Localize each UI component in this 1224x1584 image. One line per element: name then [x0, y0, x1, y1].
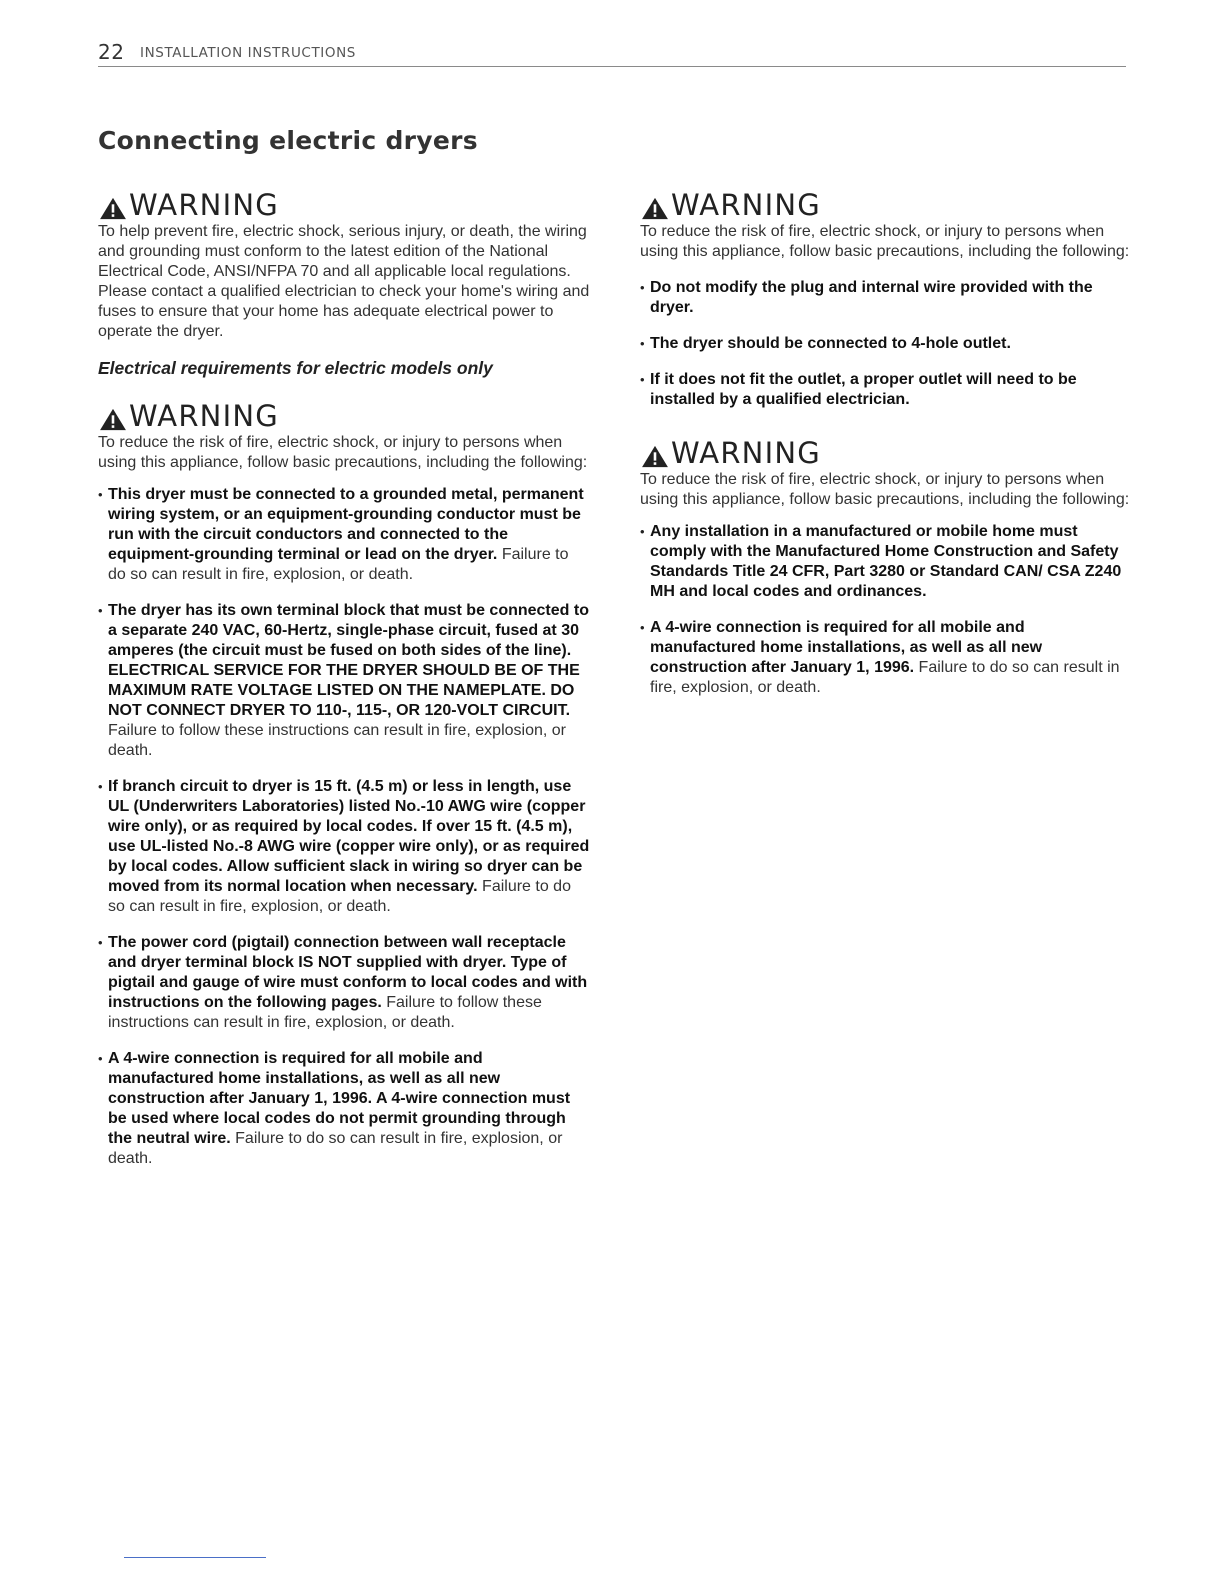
right-bullet-list-2	[640, 522, 1130, 698]
right-column	[640, 186, 1130, 698]
bullet-bold-text: Any installation in a manufactured or mobile home must comply with the Manufactured Home Construction and Safety Standards Title 24 CFR, Part 3280 or Standard CAN/ CSA Z240 MH and local codes and ordinances.	[650, 523, 1122, 600]
bullet-plain-text: Failure to follow these instructions can result in fire, explosion, or death.	[108, 722, 566, 759]
bullet-plain-text: Failure to do so can result in fire, explosion, or death.	[650, 659, 1120, 696]
list-item	[98, 485, 590, 585]
bullet-bold-text: If branch circuit to dryer is 15 ft. (4.5 m) or less in length, use UL (Underwriters Laboratories) listed No.-10 AWG wire (copper wire only), or as required by local codes. If over 15 ft. (4.5 m), use UL-listed No.-8 AWG wire (copper wire only), or as required by local codes. Allow sufficient slack in wiring so dryer can be moved from its normal location when necessary.	[108, 778, 590, 895]
bullet-bold-text: The dryer has its own terminal block that must be connected to a separate 240 VAC, 60-Hertz, single-phase circuit, fused at 30 amperes (the circuit must be fused on both sides of the line). ELECTRICAL SERVICE FOR THE DRYER SHOULD BE OF THE MAXIMUM RATE VOLTAGE LISTED ON THE NAMEPLATE. DO NOT CONNECT DRYER TO 110-, 115-, OR 120-VOLT CIRCUIT.	[108, 602, 589, 719]
warning-text: To reduce the risk of fire, electric shock, or injury to persons when using this appliance, follow basic precautions, including the following:	[640, 223, 1130, 260]
bullet-bold-text: The dryer should be connected to 4-hole outlet.	[650, 335, 1011, 352]
list-item	[640, 370, 1130, 410]
page-number: 22	[98, 40, 125, 64]
warning-heading	[640, 434, 1130, 468]
warning-triangle-icon	[640, 196, 670, 220]
electrical-requirements-subheading: Electrical requirements for electric models only	[98, 358, 493, 378]
footer-rule	[124, 1557, 266, 1558]
warning-label: WARNING	[671, 436, 821, 470]
warning-triangle-icon	[640, 444, 670, 468]
left-bullet-list	[98, 485, 590, 1169]
warning-heading	[98, 397, 590, 431]
list-item	[640, 278, 1130, 318]
warning-text: To help prevent fire, electric shock, serious injury, or death, the wiring and grounding must conform to the latest edition of the National Electrical Code, ANSI/NFPA 70 and all applicable local regulations. Please contact a qualified electrician to check your home's wiring and fuses to ensure that your home has adequate electrical power to operate the dryer.	[98, 223, 590, 340]
bullet-bold-text: Do not modify the plug and internal wire provided with the dryer.	[650, 279, 1093, 316]
page-header	[98, 40, 1126, 67]
warning-text: To reduce the risk of fire, electric shock, or injury to persons when using this appliance, follow basic precautions, including the following:	[640, 471, 1130, 508]
bullet-bold-text: If it does not fit the outlet, a proper outlet will need to be installed by a qualified electrician.	[650, 371, 1077, 408]
section-name: INSTALLATION INSTRUCTIONS	[140, 45, 356, 61]
bullet-bold-text: This dryer must be connected to a grounded metal, permanent wiring system, or an equipment-grounding conductor must be run with the circuit conductors and connected to the equipment-grounding terminal or lead on the dryer.	[108, 486, 584, 563]
warning-label: WARNING	[671, 188, 821, 222]
list-item	[640, 522, 1130, 602]
list-item	[98, 777, 590, 917]
left-column	[98, 186, 590, 1169]
warning-triangle-icon	[98, 407, 128, 431]
warning-text: To reduce the risk of fire, electric shock, or injury to persons when using this appliance, follow basic precautions, including the following:	[98, 434, 588, 471]
bullet-plain-text: Failure to follow these instructions can result in fire, explosion, or death.	[108, 994, 542, 1031]
warning-triangle-icon	[98, 196, 128, 220]
warning-label: WARNING	[129, 188, 279, 222]
bullet-plain-text: Failure to do so can result in fire, explosion, or death.	[108, 1130, 563, 1167]
bullet-bold-text: A 4-wire connection is required for all mobile and manufactured home installations, as well as all new construction after January 1, 1996.	[650, 619, 1043, 676]
page-title: Connecting electric dryers	[98, 126, 478, 155]
list-item	[98, 1049, 590, 1169]
list-item	[98, 601, 590, 761]
list-item	[98, 933, 590, 1033]
bullet-plain-text: Failure to do so can result in fire, explosion, or death.	[108, 878, 571, 915]
warning-label: WARNING	[129, 399, 279, 433]
right-bullet-list-1	[640, 278, 1130, 410]
warning-heading	[640, 186, 1130, 220]
bullet-bold-text: A 4-wire connection is required for all mobile and manufactured home installations, as well as all new construction after January 1, 1996. A 4-wire connection must be used where local codes do not permit grounding through the neutral wire.	[108, 1050, 571, 1147]
list-item	[640, 334, 1130, 354]
list-item	[640, 618, 1130, 698]
bullet-bold-text: The power cord (pigtail) connection between wall receptacle and dryer terminal block IS NOT supplied with dryer. Type of pigtail and gauge of wire must conform to local codes and with instructions on the following pages.	[108, 934, 588, 1011]
bullet-plain-text: Failure to do so can result in fire, explosion, or death.	[108, 546, 569, 583]
warning-heading	[98, 186, 590, 220]
